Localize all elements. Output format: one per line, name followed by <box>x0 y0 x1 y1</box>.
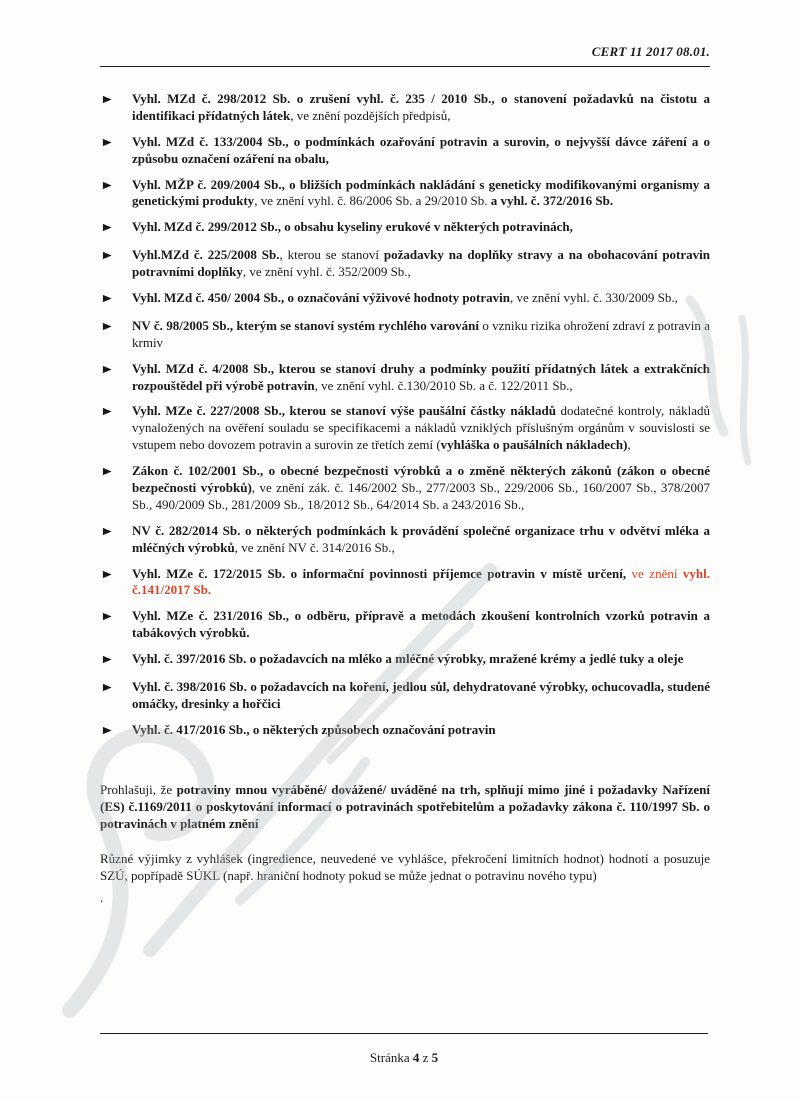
law-item-text <box>132 566 710 600</box>
law-list-item <box>100 177 710 211</box>
law-list-item <box>100 134 710 168</box>
text-segment: Vyhl. MZe č. 172/2015 Sb. o informační povinnosti příjemce potravin v místě určení, <box>132 565 627 581</box>
exceptions-paragraph <box>100 850 710 884</box>
law-list-item <box>100 290 710 309</box>
law-item-text <box>132 361 710 395</box>
header-text: CERT 11 2017 08.01. <box>591 44 710 59</box>
text-segment: Různé výjimky z vyhlášek (ingredience, neuvedené ve vyhlášce, překročení limitních hodnot) hodnotí a posuzuje SZÚ, popřípadě SÚKL (např. hraniční hodnoty pokud se může jednat o potravinu nového typu) <box>100 851 710 884</box>
text-segment: 5 <box>431 1050 439 1065</box>
page-header <box>100 44 710 60</box>
text-segment: , ve znění zák. č. 146/2002 Sb., 277/2003 Sb., 229/2006 Sb., 160/2007 Sb., 378/2007 Sb., 490/2009 Sb., 281/2009 Sb., 18/2012 Sb., 64/2014 Sb. a 243/2016 Sb., <box>132 480 711 512</box>
text-segment: Vyhl. č. 397/2016 Sb. o požadavcích na mléko a mléčné výrobky, mražené krémy a jedlé tuky a oleje <box>132 651 684 667</box>
text-segment: Vyhl. MZd č. 299/2012 Sb., o obsahu kyseliny erukové v některých potravinách, <box>132 219 573 235</box>
law-list-item <box>100 219 710 238</box>
law-item-text <box>132 247 710 281</box>
text-segment: 4 <box>412 1050 420 1065</box>
law-list-item <box>100 566 710 600</box>
text-segment: z <box>419 1050 432 1065</box>
law-item-text <box>132 177 710 211</box>
text-segment: , ve znění vyhl. č.130/2010 Sb. a č. 122/2011 Sb., <box>314 377 573 393</box>
text-segment: Vyhl. MZe č. 227/2008 Sb., kterou se stanoví výše paušální částky nákladů <box>132 403 556 419</box>
text-segment: Vyhl. MZd č. 133/2004 Sb., o podmínkách ozařování potravin a surovin, o nejvyšší dávce záření a o způsobu označení ozáření na obalu, <box>132 133 710 166</box>
law-list-item <box>100 523 710 557</box>
declaration-paragraph <box>100 781 710 832</box>
law-list-item <box>100 463 710 514</box>
footer-rule <box>100 1033 708 1034</box>
text-segment: Vyhl. MZe č. 231/2016 Sb., o odběru, přípravě a metodách zkoušení kontrolních vzorků potravin a tabákových výrobků. <box>132 608 710 641</box>
law-item-text <box>132 219 710 238</box>
arrow-right-icon <box>100 566 132 600</box>
text-segment: Zákon č. 102/2001 Sb., o obecné bezpečnosti výrobků a o změně některých zákonů (zákon o obecné bezpečnosti výrobků) <box>132 463 710 496</box>
arrow-right-icon <box>100 318 132 352</box>
text-segment: , ve znění vyhl. č. 330/2009 Sb., <box>510 290 678 306</box>
text-segment: vyhl. č.141/2017 Sb. <box>132 565 711 598</box>
law-list-item <box>100 91 710 125</box>
text-segment: Stránka <box>369 1050 413 1065</box>
text-segment: Vyhl. č. 398/2016 Sb. o požadavcích na koření, jedlou sůl, dehydratované výrobky, ochucovadla, studené omáčky, dresinky a hořčici <box>132 679 710 711</box>
law-list-item <box>100 679 710 713</box>
text-segment: dodatečné kontroly, nákladů vynaložených na ověření souladu se specifikacemi a nákladů vzniklých příslušným orgánům v souvislosti se vstupem nebo dovozem potravin a surovin ze třetích zemí ( <box>132 403 711 453</box>
arrow-right-icon <box>100 219 132 238</box>
law-list-item <box>100 608 710 642</box>
law-list-item <box>100 403 710 454</box>
text-segment: , kterou se stanoví <box>279 247 384 263</box>
law-list-item <box>100 247 710 281</box>
page-number <box>370 1050 438 1065</box>
law-item-text <box>132 134 710 168</box>
law-item-text <box>132 651 710 670</box>
header-rule <box>100 66 710 67</box>
law-list-item <box>100 361 710 395</box>
law-item-text <box>132 290 710 309</box>
text-segment: požadavky na doplňky stravy a na obohacování potravin potravními doplňky <box>132 247 711 280</box>
text-segment: , ve znění pozdějších předpisů, <box>290 107 451 123</box>
text-segment: Vyhl. MŽP č. 209/2004 Sb., o bližších podmínkách nakládání s geneticky modifikovanými organismy a genetickými produkty <box>132 176 710 209</box>
text-segment: a vyhl. č. 372/2016 Sb. <box>490 193 614 209</box>
law-item-text <box>132 318 710 352</box>
arrow-right-icon <box>100 722 132 741</box>
text-segment: ve znění <box>626 565 683 581</box>
text-segment: Vyhl. MZd č. 298/2012 Sb. o zrušení vyhl. č. 235 / 2010 Sb., o stanovení požadavků na čistotu a identifikaci přídatných látek <box>132 91 710 123</box>
law-list-item <box>100 722 710 741</box>
law-item-text <box>132 91 710 125</box>
law-list <box>100 91 710 741</box>
text-segment: potraviny mnou vyráběné/ dovážené/ uváděné na trh, splňují mimo jiné i požadavky Nařízení (ES) č.1169/2011 o poskytování informací o potravinách spotřebitelům a požadavky zákona č. 110/1997 Sb. o potravinách v platném znění <box>100 781 710 832</box>
law-item-text <box>132 679 710 713</box>
text-segment: Prohlašuji, že <box>100 781 177 797</box>
arrow-right-icon <box>100 523 132 557</box>
text-segment: , ve znění vyhl. č. 352/2009 Sb., <box>242 264 411 280</box>
arrow-right-icon <box>100 679 132 713</box>
law-item-text <box>132 722 710 741</box>
law-item-text <box>132 463 710 514</box>
arrow-right-icon <box>100 608 132 642</box>
text-segment: , <box>627 437 631 453</box>
text-segment: . <box>100 889 104 905</box>
text-segment: Vyhl.MZd č. 225/2008 Sb. <box>132 247 280 263</box>
arrow-right-icon <box>100 290 132 309</box>
arrow-right-icon <box>100 134 132 168</box>
text-segment: , ve znění vyhl. č. 86/2006 Sb. a 29/2010 Sb. <box>254 193 491 209</box>
arrow-right-icon <box>100 463 132 514</box>
text-segment: Vyhl. MZd č. 4/2008 Sb., kterou se stanoví druhy a podmínky použití přídatných látek a extrakčních rozpouštědel při výrobě potravin <box>132 360 710 393</box>
text-segment: Vyhl. č. 417/2016 Sb., o některých způsobech označování potravin <box>132 721 496 737</box>
law-item-text <box>132 523 710 557</box>
text-segment: , ve znění NV č. 314/2016 Sb., <box>234 539 395 555</box>
page-content <box>100 44 710 906</box>
arrow-right-icon <box>100 91 132 125</box>
arrow-right-icon <box>100 403 132 454</box>
arrow-right-icon <box>100 247 132 281</box>
text-segment: NV č. 282/2014 Sb. o některých podmínkách k provádění společné organizace trhu v odvětví mléka a mléčných výrobků <box>132 522 710 555</box>
page-footer <box>100 1050 708 1066</box>
text-segment: NV č. 98/2005 Sb., kterým se stanoví systém rychlého varování <box>132 317 479 333</box>
arrow-right-icon <box>100 651 132 670</box>
law-item-text <box>132 608 710 642</box>
law-item-text <box>132 403 710 454</box>
text-segment: Vyhl. MZd č. 450/ 2004 Sb., o označování výživové hodnoty potravin <box>132 290 511 306</box>
text-segment: o vzniku rizika ohrožení zdraví z potravin a krmiv <box>132 317 710 350</box>
law-list-item <box>100 651 710 670</box>
text-segment: vyhláška o paušálních nákladech) <box>440 437 628 453</box>
arrow-right-icon <box>100 361 132 395</box>
law-list-item <box>100 318 710 352</box>
trailing-period <box>100 889 710 906</box>
arrow-right-icon <box>100 177 132 211</box>
